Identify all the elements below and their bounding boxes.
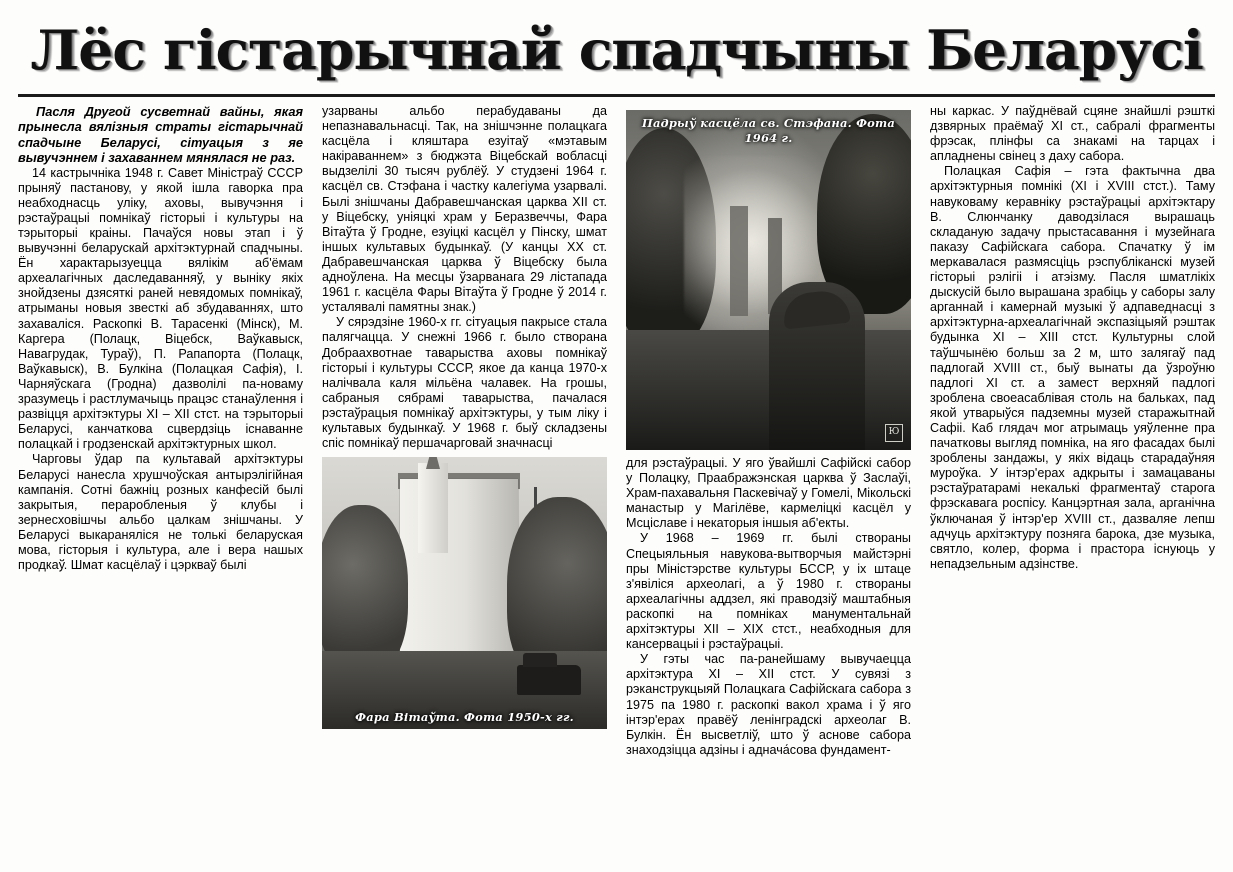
photo-stamp: Ю	[885, 424, 903, 442]
photo-church-spire	[426, 457, 440, 469]
headline-divider	[18, 94, 1215, 97]
article-columns	[18, 104, 1215, 860]
photo-fara-vitaut	[322, 457, 607, 729]
column-4	[930, 104, 1215, 860]
photo-tree-left	[322, 505, 408, 675]
paragraph: 14 кастрычніка 1948 г. Савет Міністраў СССР прыняў пастанову, у якой ішла гаворка пра неабходнасць уліку, аховы, вывучэння і рэстаўрацыі помнікаў гісторыі і культуры на тэрыторыі краіны. Пачаўся новы этап і ў вывучэнні беларускай архітэктурнай спадчыны. Ён характарызуецца вялікім аб'ёмам археалагічных даследаванняў, у выніку якіх знойдзены дзясяткі раней невядомых помнікаў, атрыманы новыя звесткі аб збудаваннях, што захаваліся. Раскопкі В. Тарасенкі (Мінск), М. Каргера (Полацк, Віцебск, Ваўкавыск, Навагрудак, Тураў), П. Рапапорта (Полацк, Ваўкавыск), В. Булкіна (Полацкая Сафія), І. Чарняўскага (Гродна) дазволілі па-новаму зразумець і растлумачыць працэс станаўлення і развіцця архітэктуры XI – XII стст. на тэрыторыі Беларусі, канчаткова сцвердзіць існаванне полацкай і гродзенскай архітэктурных школ.	[18, 165, 303, 452]
page-title: Лёс гістарычнай спадчыны Беларусі	[30, 18, 1203, 82]
column-2	[322, 104, 607, 860]
paragraph: У гэты час па-ранейшаму вывучаецца архітэктура XI – XII стст. У сувязі з рэканструкцыяй Полацкага Сафійскага сабора з 1975 па 1980 г. раскопкі вакол храма і ў яго інтэр'ерах правёў ленінградскі археолаг В. Булкін. Ён высветліў, што ў аснове сабора знаходзіцца адзіны і аднача́сова фундамент-	[626, 652, 911, 757]
paragraph: узарваны альбо перабудаваны да непазнавальнасці. Так, на знішчэнне полацкага касцёла і кляштара езуітаў «мэтавым накіраваннем» з бюджэта Віцебскай вобласці выдзелілі 30 тысяч рублёў. У студзені 1964 г. касцёл св. Стэфана і частку калегіума узарвалі. Былі знішчаны Дабравешчанская царква XII ст. у Віцебску, уніяцкі храм у Беразвеччы, Фара Вітаўта ў Гродне, езуіцкі касцёл у Пінску, шмат іншых культавых будынкаў. (У канцы XX ст. Дабравешчанская царква ў Віцебску была адноўлена. На месцы ўзарванага 29 лістапада 1961 г. касцёла Фары Вітаўта ў Гродне ў 2014 г. усталявалі памятны знак.)	[322, 104, 607, 315]
photo-caption-explosion: Падрыў касцёла св. Стэфана. Фота 1964 г.	[641, 116, 896, 146]
photo-caption-fara: Фара Вітаўта. Фота 1950-х гг.	[355, 710, 574, 725]
paragraph: Чарговы ўдар па культавай архітэктуры Беларусі нанесла хрушчоўская антырэлігійная кампанія. Сотні бажніц розных канфесій былі закрытыя, пераробленыя ў клубы і зернесховішчы альбо цалкам знішчаны. У Беларусі выкараняліся не толькі беларуская мова, гісторыя і культура, але і вера нашых продкаў. Шмат касцёлаў і цэркваў былі	[18, 452, 303, 573]
photo-explosion-stefan	[626, 110, 911, 450]
column-1	[18, 104, 303, 860]
paragraph: У сярэдзіне 1960-х гг. сітуацыя пакрысе стала палягчацца. У снежні 1966 г. было створана Добраахвотнае таварыства аховы помнікаў гісторыі і культуры СССР, якое да канца 1970-х налічвала каля мільёна чалавек. На грошы, сабраныя сябрамі таварыства, пачалася рэстаўрацыя помнікаў архітэктуры, у тым ліку і культавых будынкаў. У 1968 г. быў складзены спіс помнікаў першачарговай значнасці	[322, 315, 607, 451]
column-3	[626, 104, 911, 860]
paragraph: для рэстаўрацыі. У яго ўвайшлі Сафійскі сабор у Полацку, Праабражэнская царква ў Заслаўі, Храм-пахавальня Паскевічаў у Гомелі, Мікольскі манастыр у Магілёве, кармеліцкі касцёл у Мсціславе і некаторыя іншыя аб'екты.	[626, 456, 911, 531]
photo-church-tower	[418, 463, 448, 553]
photo-ruin-wall	[730, 206, 748, 316]
headline-container	[0, 12, 1233, 88]
paragraph: У 1968 – 1969 гг. былі створаны Спецыяльныя навукова-вытворчыя майстэрні пры Міністэрстве культуры БССР, у іх штаце з'явіліся археолагі, а ў 1980 г. створаны археалагічны аддзел, які праводзіў маштабныя раскопкі на помніках манументальнай архітэктуры XII – XIX стст., неабходныя для кансервацыі і рэстаўрацыі.	[626, 531, 911, 652]
lead-paragraph: Пасля Другой сусветнай вайны, якая прынесла вялізныя страты гістарычнай спадчыне Беларусі, сітуацыя з яе вывучэннем і захаваннем мянялася не раз.	[18, 104, 303, 166]
photo-vehicle	[517, 665, 581, 695]
paragraph: ны каркас. У паўднёвай сцяне знайшлі рэшткі дзвярных праёмаў XI ст., сабралі фрагменты фрэсак, плінфы са знакамі на тарцах і апладнены свінец з даху сабора.	[930, 104, 1215, 164]
paragraph: Полацкая Сафія – гэта фактычна два архітэктурныя помнікі (XI і XVIII стст.). Таму навуковаму керавніку рэстаўрацыі архітэктару В. Слюнчанку даводзілася вырашаць складаную задачу прыстасавання і музейнага паказу Сафійскага сабора. Спачатку ў ім меркавалася размясціць рэспубліканскі музей гісторыі рэлігіі і атэізму. Пасля шматлікіх дыскусій было вырашана зрабіць у саборы залу арганнай і камернай музыкі ў адпаведнасці з архітэктурна-археалагічнай экспазіцыяй рэштак будынка XI – XIII стст. Культурны слой таўшчынёю больш за 2 м, што залягаў пад падлогай XVIII ст., быў вынаты да ўзроўню падлогі XI ст. а замест верхняй падлогі зроблена своеасаблівая столь на бальках, пад якой утварыўся падземны музей старажытнай Сафіі. Каб глядач мог атрымаць уяўленне пра пачатковы выгляд помніка, на яго фасадах былі зроблены зандажы, у якіх відаць старадаўняя муроўка. У інтэр'ерах адкрыты і замацаваны рэстаўратарамі некалькі фрагментаў старога фрэскавага роспісу. Канцэртная зала, арганічна ўключаная ў інтэр'ер XVIII ст., дазваляе лепш адчуць архітэктуру позняга барока, дзе музыка, святло, колер, форма і прастора існуюць у непадзельным адзінстве.	[930, 164, 1215, 571]
